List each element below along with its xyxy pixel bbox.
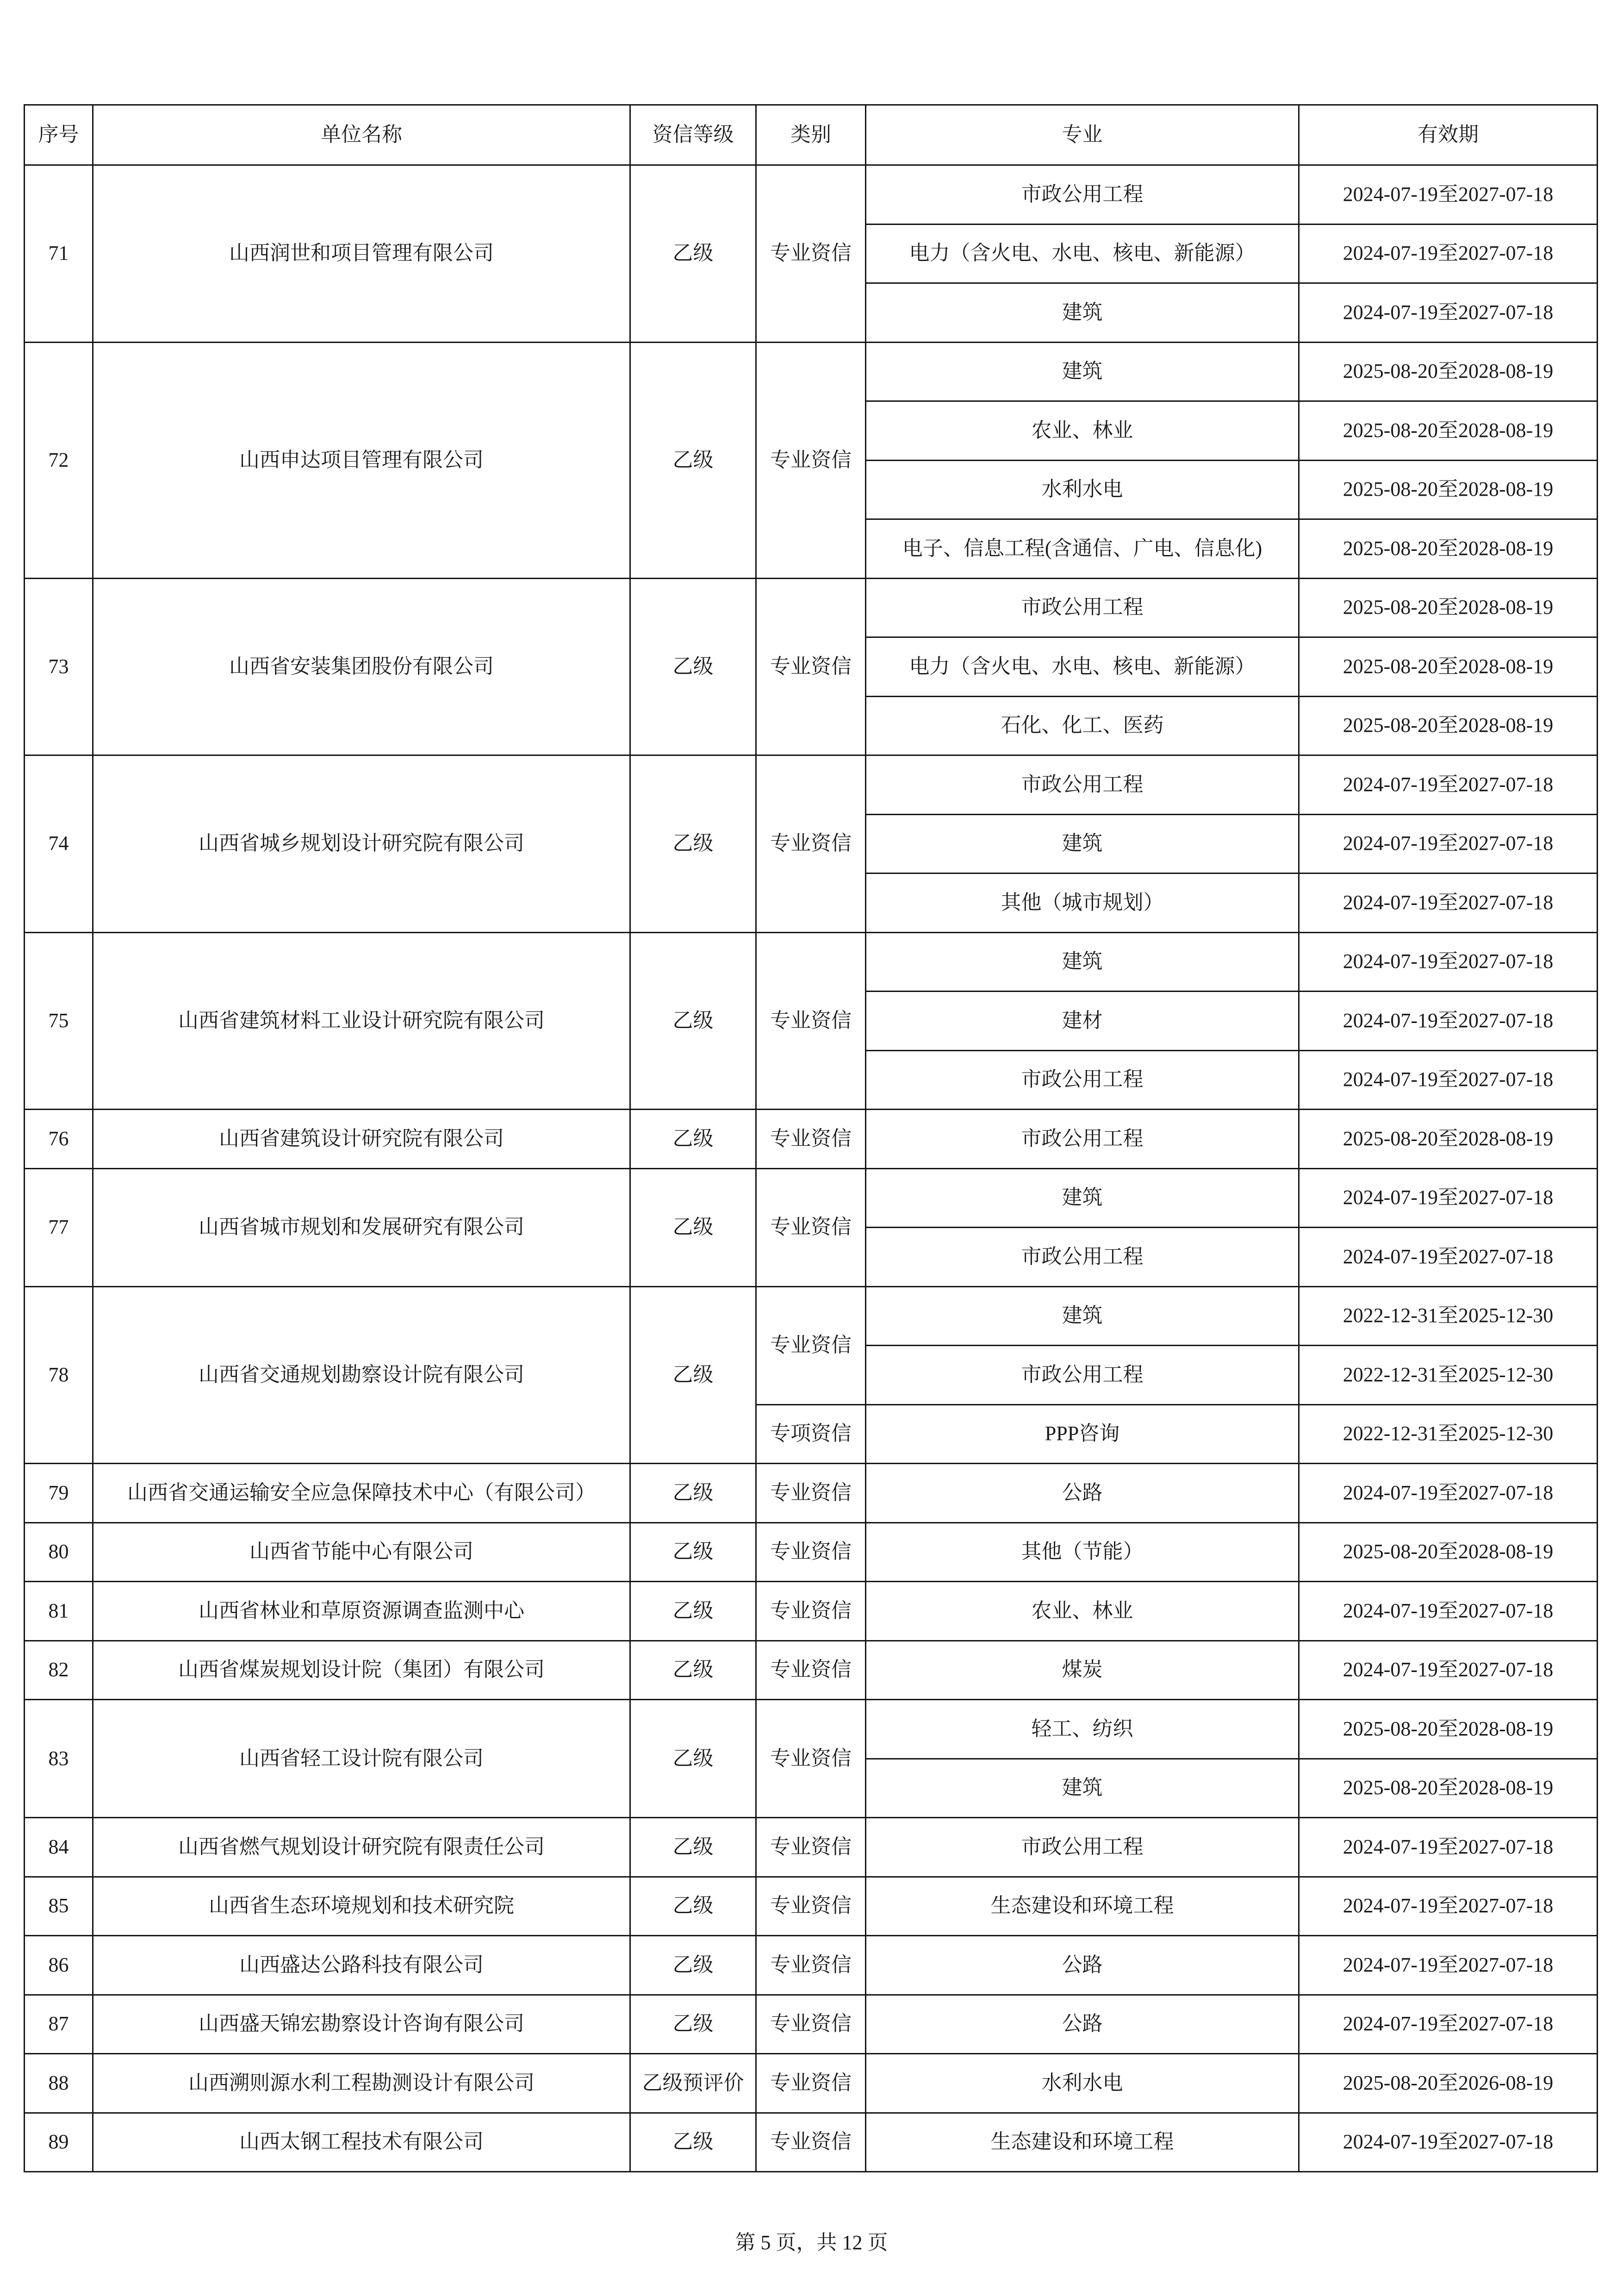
period-cell: 2025-08-20至2028-08-19 [1299, 1522, 1598, 1582]
grade-cell: 乙级 [630, 1877, 756, 1936]
table-row [25, 1641, 1598, 1700]
period-cell: 2025-08-20至2028-08-19 [1299, 637, 1598, 697]
grade-cell: 乙级 [630, 1936, 756, 1995]
category-cell: 专业资信 [756, 932, 866, 1110]
major-cell: 公路 [866, 1464, 1299, 1523]
table-body [25, 165, 1598, 2172]
grade-cell: 乙级 [630, 1286, 756, 1464]
major-cell: 石化、化工、医药 [866, 696, 1299, 755]
period-cell: 2024-07-19至2027-07-18 [1299, 1582, 1598, 1641]
period-cell: 2024-07-19至2027-07-18 [1299, 2113, 1598, 2172]
unit-name-cell: 山西省城市规划和发展研究有限公司 [93, 1168, 630, 1286]
table-row [25, 2113, 1598, 2172]
index-cell: 76 [25, 1110, 93, 1169]
grade-cell: 乙级 [630, 1464, 756, 1523]
category-cell: 专业资信 [756, 755, 866, 933]
period-cell: 2025-08-20至2028-08-19 [1299, 1700, 1598, 1759]
table-row [25, 342, 1598, 401]
unit-name-cell: 山西申达项目管理有限公司 [93, 342, 630, 578]
period-cell: 2024-07-19至2027-07-18 [1299, 932, 1598, 992]
unit-name-cell: 山西太钢工程技术有限公司 [93, 2113, 630, 2172]
index-cell: 87 [25, 1995, 93, 2054]
unit-name-cell: 山西省生态环境规划和技术研究院 [93, 1877, 630, 1936]
period-cell: 2024-07-19至2027-07-18 [1299, 1050, 1598, 1110]
major-cell: 市政公用工程 [866, 1110, 1299, 1169]
grade-cell: 乙级 [630, 932, 756, 1110]
unit-name-cell: 山西省煤炭规划设计院（集团）有限公司 [93, 1641, 630, 1700]
grade-cell: 乙级 [630, 1641, 756, 1700]
grade-cell: 乙级 [630, 1522, 756, 1582]
major-cell: 市政公用工程 [866, 578, 1299, 637]
table-row [25, 2054, 1598, 2113]
category-cell: 专业资信 [756, 2113, 866, 2172]
major-cell: 农业、林业 [866, 401, 1299, 461]
table-header [25, 105, 1598, 165]
major-cell: 建筑 [866, 1168, 1299, 1228]
unit-name-cell: 山西省建筑材料工业设计研究院有限公司 [93, 932, 630, 1110]
unit-name-cell: 山西省交通运输安全应急保障技术中心（有限公司） [93, 1464, 630, 1523]
category-cell: 专业资信 [756, 1818, 866, 1877]
table-row [25, 932, 1598, 992]
header-row [25, 105, 1598, 165]
major-cell: 建筑 [866, 283, 1299, 343]
table-row [25, 1286, 1598, 1346]
category-cell: 专业资信 [756, 1641, 866, 1700]
table-row [25, 1995, 1598, 2054]
major-cell: 水利水电 [866, 2054, 1299, 2113]
table-row [25, 1700, 1598, 1759]
grade-cell: 乙级 [630, 578, 756, 755]
major-cell: 轻工、纺织 [866, 1700, 1299, 1759]
major-cell: 其他（城市规划） [866, 873, 1299, 933]
major-cell: 建筑 [866, 932, 1299, 992]
grade-cell: 乙级 [630, 755, 756, 933]
table-row [25, 1877, 1598, 1936]
major-cell: 市政公用工程 [866, 755, 1299, 815]
period-cell: 2024-07-19至2027-07-18 [1299, 1936, 1598, 1995]
major-cell: 市政公用工程 [866, 165, 1299, 225]
period-cell: 2024-07-19至2027-07-18 [1299, 992, 1598, 1051]
index-cell: 88 [25, 2054, 93, 2113]
major-cell: 生态建设和环境工程 [866, 1877, 1299, 1936]
category-cell: 专业资信 [756, 578, 866, 755]
period-cell: 2024-07-19至2027-07-18 [1299, 1995, 1598, 2054]
table-row [25, 1582, 1598, 1641]
table-row [25, 1464, 1598, 1523]
category-cell: 专业资信 [756, 1995, 866, 2054]
category-cell: 专业资信 [756, 342, 866, 578]
period-cell: 2025-08-20至2028-08-19 [1299, 578, 1598, 637]
category-cell: 专业资信 [756, 1110, 866, 1169]
grade-cell: 乙级 [630, 165, 756, 343]
index-cell: 73 [25, 578, 93, 755]
period-cell: 2024-07-19至2027-07-18 [1299, 1168, 1598, 1228]
table-row [25, 1522, 1598, 1582]
unit-name-cell: 山西盛达公路科技有限公司 [93, 1936, 630, 1995]
index-cell: 71 [25, 165, 93, 343]
period-cell: 2025-08-20至2028-08-19 [1299, 1759, 1598, 1818]
period-cell: 2024-07-19至2027-07-18 [1299, 165, 1598, 225]
major-cell: 建筑 [866, 1286, 1299, 1346]
document-page [24, 104, 1597, 2172]
major-cell: 电子、信息工程(含通信、广电、信息化) [866, 519, 1299, 579]
category-cell: 专业资信 [756, 1168, 866, 1286]
major-cell: 电力（含火电、水电、核电、新能源） [866, 637, 1299, 697]
grade-cell: 乙级 [630, 2113, 756, 2172]
unit-name-cell: 山西盛天锦宏勘察设计咨询有限公司 [93, 1995, 630, 2054]
grade-cell: 乙级 [630, 1582, 756, 1641]
category-cell: 专业资信 [756, 2054, 866, 2113]
index-cell: 85 [25, 1877, 93, 1936]
grade-cell: 乙级 [630, 1995, 756, 2054]
table-row [25, 1936, 1598, 1995]
period-cell: 2024-07-19至2027-07-18 [1299, 755, 1598, 815]
index-cell: 75 [25, 932, 93, 1110]
major-cell: 市政公用工程 [866, 1818, 1299, 1877]
header-index: 序号 [25, 105, 93, 165]
header-grade: 资信等级 [630, 105, 756, 165]
category-cell: 专业资信 [756, 1700, 866, 1818]
unit-name-cell: 山西溯则源水利工程勘测设计有限公司 [93, 2054, 630, 2113]
unit-name-cell: 山西省安装集团股份有限公司 [93, 578, 630, 755]
unit-name-cell: 山西省燃气规划设计研究院有限责任公司 [93, 1818, 630, 1877]
index-cell: 81 [25, 1582, 93, 1641]
period-cell: 2024-07-19至2027-07-18 [1299, 283, 1598, 343]
index-cell: 80 [25, 1522, 93, 1582]
table-row [25, 1818, 1598, 1877]
period-cell: 2024-07-19至2027-07-18 [1299, 1641, 1598, 1700]
period-cell: 2025-08-20至2028-08-19 [1299, 460, 1598, 519]
index-cell: 79 [25, 1464, 93, 1523]
major-cell: 市政公用工程 [866, 1228, 1299, 1287]
major-cell: 电力（含火电、水电、核电、新能源） [866, 224, 1299, 283]
period-cell: 2025-08-20至2028-08-19 [1299, 1110, 1598, 1169]
period-cell: 2025-08-20至2028-08-19 [1299, 519, 1598, 579]
unit-name-cell: 山西润世和项目管理有限公司 [93, 165, 630, 343]
major-cell: 生态建设和环境工程 [866, 2113, 1299, 2172]
major-cell: 农业、林业 [866, 1582, 1299, 1641]
grade-cell: 乙级 [630, 342, 756, 578]
category-cell: 专业资信 [756, 1582, 866, 1641]
major-cell: 其他（节能） [866, 1522, 1299, 1582]
period-cell: 2022-12-31至2025-12-30 [1299, 1286, 1598, 1346]
index-cell: 74 [25, 755, 93, 933]
grade-cell: 乙级 [630, 1168, 756, 1286]
period-cell: 2022-12-31至2025-12-30 [1299, 1404, 1598, 1464]
period-cell: 2025-08-20至2026-08-19 [1299, 2054, 1598, 2113]
category-cell: 专业资信 [756, 1522, 866, 1582]
grade-cell: 乙级 [630, 1818, 756, 1877]
table-row [25, 755, 1598, 815]
major-cell: PPP咨询 [866, 1404, 1299, 1464]
grade-cell: 乙级 [630, 1700, 756, 1818]
header-category: 类别 [756, 105, 866, 165]
major-cell: 市政公用工程 [866, 1346, 1299, 1405]
major-cell: 公路 [866, 1995, 1299, 2054]
period-cell: 2025-08-20至2028-08-19 [1299, 696, 1598, 755]
period-cell: 2024-07-19至2027-07-18 [1299, 814, 1598, 873]
period-cell: 2024-07-19至2027-07-18 [1299, 873, 1598, 933]
unit-name-cell: 山西省建筑设计研究院有限公司 [93, 1110, 630, 1169]
unit-name-cell: 山西省城乡规划设计研究院有限公司 [93, 755, 630, 933]
unit-name-cell: 山西省节能中心有限公司 [93, 1522, 630, 1582]
period-cell: 2024-07-19至2027-07-18 [1299, 224, 1598, 283]
major-cell: 建筑 [866, 342, 1299, 401]
index-cell: 83 [25, 1700, 93, 1818]
period-cell: 2024-07-19至2027-07-18 [1299, 1228, 1598, 1287]
index-cell: 89 [25, 2113, 93, 2172]
category-cell: 专业资信 [756, 165, 866, 343]
category-cell: 专项资信 [756, 1404, 866, 1464]
major-cell: 煤炭 [866, 1641, 1299, 1700]
table-row [25, 1110, 1598, 1169]
category-cell: 专业资信 [756, 1464, 866, 1523]
qualification-table [24, 104, 1598, 2172]
category-cell: 专业资信 [756, 1286, 866, 1404]
major-cell: 建材 [866, 992, 1299, 1051]
header-unit-name: 单位名称 [93, 105, 630, 165]
index-cell: 82 [25, 1641, 93, 1700]
period-cell: 2022-12-31至2025-12-30 [1299, 1346, 1598, 1405]
grade-cell: 乙级 [630, 1110, 756, 1169]
major-cell: 建筑 [866, 1759, 1299, 1818]
period-cell: 2025-08-20至2028-08-19 [1299, 342, 1598, 401]
index-cell: 77 [25, 1168, 93, 1286]
table-row [25, 165, 1598, 225]
index-cell: 78 [25, 1286, 93, 1464]
page-number: 第 5 页，共 12 页 [735, 2231, 888, 2254]
grade-cell: 乙级预评价 [630, 2054, 756, 2113]
major-cell: 建筑 [866, 814, 1299, 873]
category-cell: 专业资信 [756, 1936, 866, 1995]
period-cell: 2024-07-19至2027-07-18 [1299, 1877, 1598, 1936]
period-cell: 2025-08-20至2028-08-19 [1299, 401, 1598, 461]
category-cell: 专业资信 [756, 1877, 866, 1936]
unit-name-cell: 山西省轻工设计院有限公司 [93, 1700, 630, 1818]
table-row [25, 578, 1598, 637]
index-cell: 84 [25, 1818, 93, 1877]
major-cell: 市政公用工程 [866, 1050, 1299, 1110]
header-period: 有效期 [1299, 105, 1598, 165]
period-cell: 2024-07-19至2027-07-18 [1299, 1818, 1598, 1877]
major-cell: 水利水电 [866, 460, 1299, 519]
index-cell: 86 [25, 1936, 93, 1995]
index-cell: 72 [25, 342, 93, 578]
table-row [25, 1168, 1598, 1228]
header-major: 专业 [866, 105, 1299, 165]
unit-name-cell: 山西省林业和草原资源调查监测中心 [93, 1582, 630, 1641]
major-cell: 公路 [866, 1936, 1299, 1995]
period-cell: 2024-07-19至2027-07-18 [1299, 1464, 1598, 1523]
unit-name-cell: 山西省交通规划勘察设计院有限公司 [93, 1286, 630, 1464]
